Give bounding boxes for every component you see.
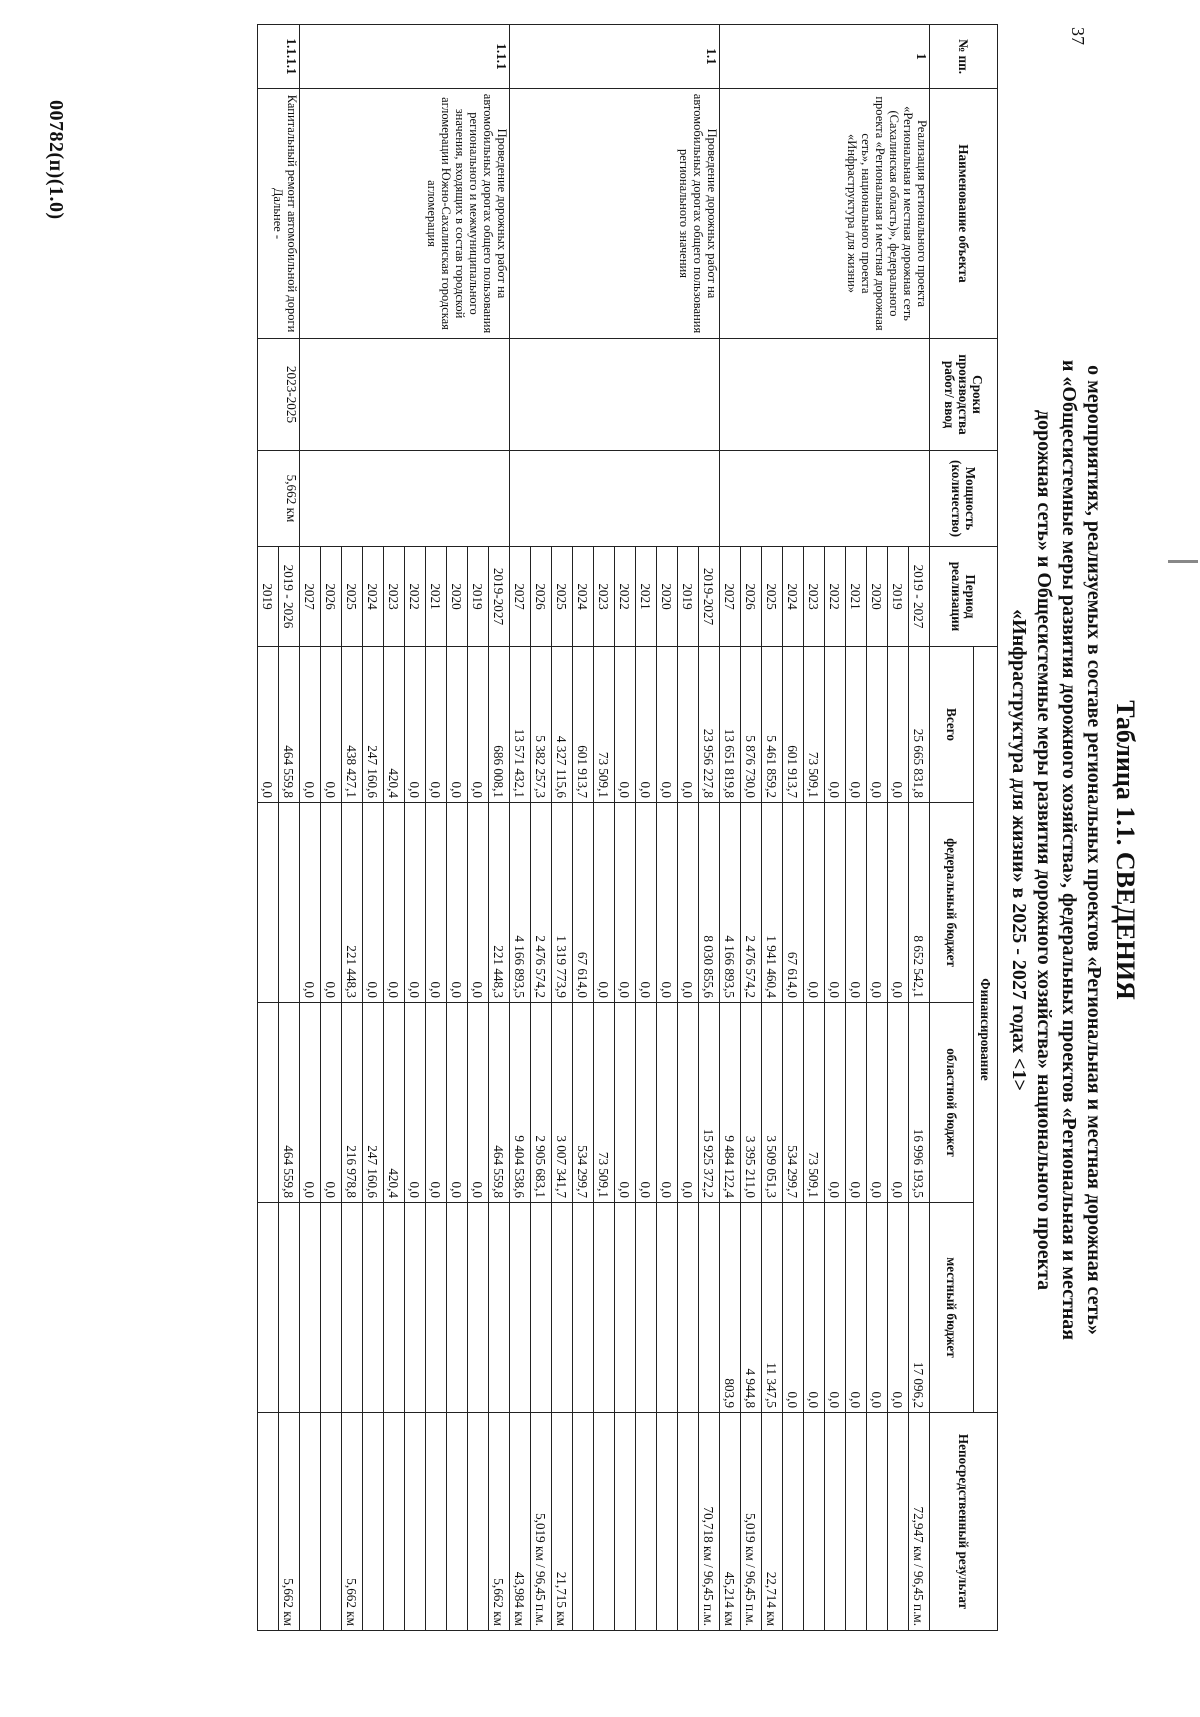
section-terms — [720, 339, 930, 451]
section-name: Проведение дорожных работ на автомобильных дорогах общего пользования регионального и межмуниципального значения, входящих в состав городской агломерации Южно-Сахалинская городская агломерация — [300, 89, 510, 339]
cell-local — [489, 1203, 510, 1413]
cell-total: 0,0 — [825, 647, 846, 803]
cell-regional: 0,0 — [447, 1003, 468, 1203]
cell-period: 2025 — [342, 547, 363, 647]
cell-period: 2026 — [741, 547, 762, 647]
cell-regional: 3 395 211,0 — [741, 1003, 762, 1203]
cell-local — [510, 1203, 531, 1413]
cell-regional — [258, 1003, 279, 1203]
cell-regional: 0,0 — [888, 1003, 909, 1203]
cell-period: 2026 — [531, 547, 552, 647]
cell-federal: 8 030 855,6 — [699, 803, 720, 1003]
section-terms — [510, 339, 720, 451]
cell-period: 2021 — [846, 547, 867, 647]
cell-federal: 0,0 — [846, 803, 867, 1003]
cell-period: 2021 — [636, 547, 657, 647]
header-result: Непосредственный результат — [930, 1413, 998, 1631]
cell-result — [867, 1413, 888, 1631]
cell-total: 0,0 — [405, 647, 426, 803]
cell-period: 2027 — [300, 547, 321, 647]
cell-local — [699, 1203, 720, 1413]
cell-regional: 0,0 — [678, 1003, 699, 1203]
cell-local — [573, 1203, 594, 1413]
header-local: местный бюджет — [930, 1203, 974, 1413]
cell-result: 5,662 км — [342, 1413, 363, 1631]
cell-total: 0,0 — [468, 647, 489, 803]
cell-federal: 67 614,0 — [573, 803, 594, 1003]
cell-regional: 3 509 051,3 — [762, 1003, 783, 1203]
cell-total: 0,0 — [258, 647, 279, 803]
cell-federal: 0,0 — [426, 803, 447, 1003]
subtitle-line-3: дорожная сеть» и Общесистемные меры развития дорожного хозяйства» национального проекта — [1033, 409, 1055, 1291]
cell-federal: 0,0 — [594, 803, 615, 1003]
cell-total: 438 427,1 — [342, 647, 363, 803]
cell-total: 23 956 227,8 — [699, 647, 720, 803]
cell-federal: 0,0 — [636, 803, 657, 1003]
cell-local: 0,0 — [867, 1203, 888, 1413]
section-terms: 2023-2025 — [258, 339, 300, 451]
cell-total: 464 559,8 — [279, 647, 300, 803]
cell-local — [468, 1203, 489, 1413]
cell-federal: 1 319 773,9 — [552, 803, 573, 1003]
cell-regional: 0,0 — [321, 1003, 342, 1203]
subtitle-line-4: «Инфраструктура для жизни» в 2025 - 2027 годах <1> — [1008, 609, 1030, 1091]
section-name: Капитальный ремонт автомобильной дороги Дальнее - — [258, 89, 300, 339]
cell-period: 2027 — [510, 547, 531, 647]
cell-total: 25 665 831,8 — [909, 647, 930, 803]
cell-federal — [258, 803, 279, 1003]
cell-period: 2019 — [678, 547, 699, 647]
cell-regional: 0,0 — [405, 1003, 426, 1203]
cell-local — [342, 1203, 363, 1413]
cell-local — [447, 1203, 468, 1413]
table-row — [909, 25, 930, 1631]
cell-local: 17 096,2 — [909, 1203, 930, 1413]
cell-result: 5,019 км / 96,45 п.м. — [531, 1413, 552, 1631]
cell-result — [363, 1413, 384, 1631]
section-name: Реализация регионального проекта «Региональная и местная дорожная сеть (Сахалинская область)», федерального проекта «Региональная и местная дорожная сеть», национального проекта «Инфраструктура для жизни» — [720, 89, 930, 339]
cell-regional: 534 299,7 — [573, 1003, 594, 1203]
cell-total: 0,0 — [657, 647, 678, 803]
rotated-page-content — [70, 20, 1140, 1680]
cell-regional: 0,0 — [825, 1003, 846, 1203]
cell-total: 5 876 730,0 — [741, 647, 762, 803]
cell-result — [468, 1413, 489, 1631]
subtitle-line-1: о мероприятиях, реализуемых в составе региональных проектов «Региональная и местная дорожная сеть» — [1083, 365, 1105, 1335]
cell-total: 0,0 — [636, 647, 657, 803]
cell-total: 5 461 859,2 — [762, 647, 783, 803]
cell-regional: 9 404 538,6 — [510, 1003, 531, 1203]
scan-edge-mark — [1168, 560, 1198, 563]
cell-period: 2020 — [447, 547, 468, 647]
section-terms — [300, 339, 510, 451]
cell-regional: 534 299,7 — [783, 1003, 804, 1203]
cell-regional: 15 925 372,2 — [699, 1003, 720, 1203]
header-capacity: Мощность (количество) — [930, 451, 998, 547]
cell-period: 2024 — [573, 547, 594, 647]
cell-result — [258, 1413, 279, 1631]
section-capacity — [510, 451, 720, 547]
cell-federal: 0,0 — [657, 803, 678, 1003]
cell-period: 2027 — [720, 547, 741, 647]
cell-result: 70,718 км / 96,45 п.м. — [699, 1413, 720, 1631]
cell-period: 2019 - 2026 — [279, 547, 300, 647]
cell-result — [804, 1413, 825, 1631]
cell-result — [846, 1413, 867, 1631]
cell-total: 13 571 432,1 — [510, 647, 531, 803]
cell-total: 0,0 — [615, 647, 636, 803]
cell-regional: 0,0 — [846, 1003, 867, 1203]
cell-regional: 0,0 — [636, 1003, 657, 1203]
cell-total: 5 382 257,3 — [531, 647, 552, 803]
cell-local — [300, 1203, 321, 1413]
cell-period: 2023 — [804, 547, 825, 647]
cell-local — [531, 1203, 552, 1413]
cell-local — [552, 1203, 573, 1413]
cell-federal: 0,0 — [384, 803, 405, 1003]
section-capacity — [720, 451, 930, 547]
cell-result — [426, 1413, 447, 1631]
cell-local: 0,0 — [888, 1203, 909, 1413]
header-period: Период реализации — [930, 547, 998, 647]
cell-result: 72,947 км / 96,45 п.м. — [909, 1413, 930, 1631]
section-capacity: 5,662 км — [258, 451, 300, 547]
cell-local: 0,0 — [804, 1203, 825, 1413]
cell-regional: 0,0 — [657, 1003, 678, 1203]
section-capacity — [300, 451, 510, 547]
cell-federal: 8 652 542,1 — [909, 803, 930, 1003]
cell-federal: 2 476 574,2 — [531, 803, 552, 1003]
cell-local: 0,0 — [783, 1203, 804, 1413]
cell-result: 45,214 км — [720, 1413, 741, 1631]
cell-result — [321, 1413, 342, 1631]
cell-period: 2019 — [888, 547, 909, 647]
cell-total: 4 327 115,6 — [552, 647, 573, 803]
cell-federal: 2 476 574,2 — [741, 803, 762, 1003]
cell-result — [657, 1413, 678, 1631]
header-num: № пп. — [930, 25, 998, 89]
subtitle-line-2: и «Общесистемные меры развития дорожного хозяйства», федеральных проектов «Региональная и местная — [1058, 359, 1080, 1341]
cell-period: 2022 — [615, 547, 636, 647]
cell-period: 2021 — [426, 547, 447, 647]
document-code: 00782(п)(1.0) — [45, 100, 67, 220]
cell-period: 2024 — [363, 547, 384, 647]
cell-local — [615, 1203, 636, 1413]
title-block — [1006, 20, 1140, 1680]
cell-result — [678, 1413, 699, 1631]
cell-local — [657, 1203, 678, 1413]
cell-regional: 73 509,1 — [594, 1003, 615, 1203]
cell-period: 2019 — [468, 547, 489, 647]
cell-total: 0,0 — [321, 647, 342, 803]
cell-federal — [279, 803, 300, 1003]
cell-regional: 9 484 122,4 — [720, 1003, 741, 1203]
cell-result — [594, 1413, 615, 1631]
cell-regional: 464 559,8 — [489, 1003, 510, 1203]
cell-federal: 221 448,3 — [342, 803, 363, 1003]
measures-table — [257, 24, 998, 1631]
header-terms: Сроки производства работ/ ввод — [930, 339, 998, 451]
cell-total: 0,0 — [846, 647, 867, 803]
cell-period: 2022 — [405, 547, 426, 647]
cell-local: 11 347,5 — [762, 1203, 783, 1413]
cell-federal: 0,0 — [405, 803, 426, 1003]
cell-local: 0,0 — [825, 1203, 846, 1413]
cell-result — [573, 1413, 594, 1631]
cell-total: 601 913,7 — [573, 647, 594, 803]
cell-result: 5,662 км — [279, 1413, 300, 1631]
cell-result — [384, 1413, 405, 1631]
cell-total: 686 008,1 — [489, 647, 510, 803]
cell-regional: 0,0 — [300, 1003, 321, 1203]
cell-federal: 0,0 — [300, 803, 321, 1003]
cell-regional: 3 007 341,7 — [552, 1003, 573, 1203]
cell-result: 5,019 км / 96,45 п.м. — [741, 1413, 762, 1631]
header-name: Наименование объекта — [930, 89, 998, 339]
cell-federal: 0,0 — [321, 803, 342, 1003]
cell-federal: 221 448,3 — [489, 803, 510, 1003]
cell-federal: 0,0 — [615, 803, 636, 1003]
header-regional: областной бюджет — [930, 1003, 974, 1203]
cell-regional: 0,0 — [867, 1003, 888, 1203]
cell-regional: 16 996 193,5 — [909, 1003, 930, 1203]
cell-regional: 0,0 — [615, 1003, 636, 1203]
cell-period: 2025 — [552, 547, 573, 647]
cell-period: 2024 — [783, 547, 804, 647]
section-id: 1.1.1 — [300, 25, 510, 89]
cell-total: 247 160,6 — [363, 647, 384, 803]
cell-local — [384, 1203, 405, 1413]
cell-result — [888, 1413, 909, 1631]
page-number: 37 — [1068, 27, 1088, 45]
cell-result: 43,984 км — [510, 1413, 531, 1631]
section-id: 1.1 — [510, 25, 720, 89]
cell-local: 803,9 — [720, 1203, 741, 1413]
cell-total: 0,0 — [426, 647, 447, 803]
cell-period: 2025 — [762, 547, 783, 647]
cell-local — [405, 1203, 426, 1413]
cell-total: 0,0 — [678, 647, 699, 803]
cell-period: 2026 — [321, 547, 342, 647]
cell-total: 13 651 819,8 — [720, 647, 741, 803]
cell-federal: 0,0 — [825, 803, 846, 1003]
cell-local — [321, 1203, 342, 1413]
cell-local — [258, 1203, 279, 1413]
cell-total: 73 509,1 — [804, 647, 825, 803]
cell-period: 2022 — [825, 547, 846, 647]
cell-result — [783, 1413, 804, 1631]
cell-regional: 216 978,8 — [342, 1003, 363, 1203]
cell-result: 22,714 км — [762, 1413, 783, 1631]
cell-federal: 0,0 — [468, 803, 489, 1003]
section-id: 1 — [720, 25, 930, 89]
cell-period: 2020 — [657, 547, 678, 647]
cell-period: 2019 — [258, 547, 279, 647]
cell-local — [678, 1203, 699, 1413]
cell-result — [405, 1413, 426, 1631]
cell-regional: 0,0 — [426, 1003, 447, 1203]
cell-regional: 464 559,8 — [279, 1003, 300, 1203]
cell-result — [825, 1413, 846, 1631]
cell-period: 2023 — [594, 547, 615, 647]
cell-regional: 73 509,1 — [804, 1003, 825, 1203]
cell-local — [636, 1203, 657, 1413]
cell-federal: 4 166 893,5 — [720, 803, 741, 1003]
cell-local — [426, 1203, 447, 1413]
cell-total: 73 509,1 — [594, 647, 615, 803]
cell-regional: 247 160,6 — [363, 1003, 384, 1203]
cell-period: 2019-2027 — [699, 547, 720, 647]
cell-period: 2019-2027 — [489, 547, 510, 647]
cell-total: 0,0 — [447, 647, 468, 803]
cell-result — [615, 1413, 636, 1631]
cell-federal: 0,0 — [363, 803, 384, 1003]
cell-period: 2019 - 2027 — [909, 547, 930, 647]
cell-federal: 4 166 893,5 — [510, 803, 531, 1003]
cell-total: 0,0 — [888, 647, 909, 803]
header-total: Всего — [930, 647, 974, 803]
cell-total: 420,4 — [384, 647, 405, 803]
table-row — [699, 25, 720, 1631]
cell-federal: 0,0 — [678, 803, 699, 1003]
cell-regional: 0,0 — [468, 1003, 489, 1203]
section-id: 1.1.1.1 — [258, 25, 300, 89]
cell-period: 2020 — [867, 547, 888, 647]
cell-total: 601 913,7 — [783, 647, 804, 803]
cell-period: 2023 — [384, 547, 405, 647]
cell-local: 4 944,8 — [741, 1203, 762, 1413]
cell-local: 0,0 — [846, 1203, 867, 1413]
cell-total: 0,0 — [867, 647, 888, 803]
table-row — [279, 25, 300, 1631]
cell-federal: 0,0 — [447, 803, 468, 1003]
cell-regional: 2 905 683,1 — [531, 1003, 552, 1203]
cell-federal: 0,0 — [804, 803, 825, 1003]
cell-federal: 0,0 — [867, 803, 888, 1003]
table-title: Таблица 1.1. СВЕДЕНИЯ — [1111, 700, 1140, 1000]
cell-result — [300, 1413, 321, 1631]
cell-result — [636, 1413, 657, 1631]
table-row — [489, 25, 510, 1631]
cell-regional: 420,4 — [384, 1003, 405, 1203]
table-body — [258, 25, 930, 1631]
cell-federal: 67 614,0 — [783, 803, 804, 1003]
cell-total: 0,0 — [300, 647, 321, 803]
cell-result: 5,662 км — [489, 1413, 510, 1631]
cell-federal: 1 941 460,4 — [762, 803, 783, 1003]
cell-local — [279, 1203, 300, 1413]
header-federal: федеральный бюджет — [930, 803, 974, 1003]
cell-result — [447, 1413, 468, 1631]
header-financing: Финансирование — [974, 647, 998, 1413]
cell-result: 21,715 км — [552, 1413, 573, 1631]
cell-local — [594, 1203, 615, 1413]
cell-federal: 0,0 — [888, 803, 909, 1003]
cell-local — [363, 1203, 384, 1413]
section-name: Проведение дорожных работ на автомобильных дорогах общего пользования регионального значения — [510, 89, 720, 339]
